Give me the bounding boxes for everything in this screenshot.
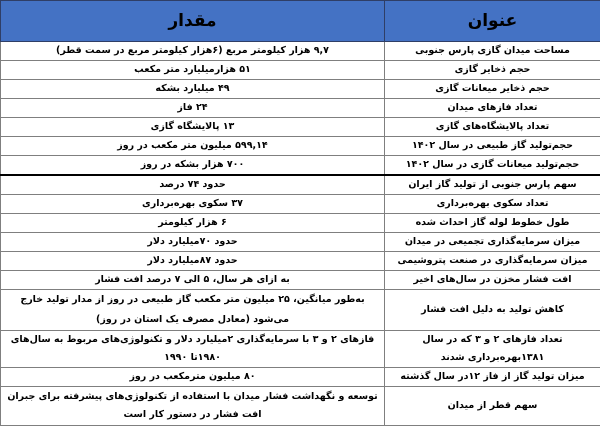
table-row: [1, 214, 600, 233]
row-title: تعداد پالایشگاه‌های گازی: [385, 118, 600, 137]
table-row: [1, 252, 600, 271]
table-row: [1, 137, 600, 156]
row-value: به ازای هر سال، ۵ الی ۷ درصد افت فشار: [1, 271, 385, 290]
row-value: ۲۴ فاز: [1, 99, 385, 118]
table-row: [1, 156, 600, 176]
row-title: حجم‌تولید گاز طبیعی در سال ۱۴۰۲: [385, 137, 600, 156]
row-value: توسعه و نگهداشت فشار میدان با استفاده از تکنولوژی‌های پیشرفته برای جبران افت فشار در دستور کار است: [1, 387, 385, 426]
row-title: تعداد فازهای ۲ و ۳ که در سال ۱۳۸۱بهره‌برداری شدند: [385, 331, 600, 368]
row-value: ۳۷ سکوی بهره‌برداری: [1, 195, 385, 214]
header-title: عنوان: [385, 1, 600, 42]
row-value: ۸۰ میلیون مترمکعب در روز: [1, 368, 385, 387]
table-row: [1, 233, 600, 252]
table-row: [1, 61, 600, 80]
table-row: [1, 99, 600, 118]
row-title: کاهش تولید به دلیل افت فشار: [385, 290, 600, 331]
row-value: به‌طور میانگین، ۲۵ میلیون متر مکعب گاز طبیعی در روز از مدار تولید خارج می‌شود (معادل مصرف یک استان در روز): [1, 290, 385, 331]
row-title: میزان سرمایه‌گذاری در صنعت پتروشیمی: [385, 252, 600, 271]
row-value: ۷۰۰ هزار بشکه در روز: [1, 156, 385, 176]
table-row: [1, 42, 600, 61]
row-value: حدود ۸۷میلیارد دلار: [1, 252, 385, 271]
table-row: [1, 290, 600, 331]
row-value: حدود ۷۰میلیارد دلار: [1, 233, 385, 252]
row-title: تعداد فازهای میدان: [385, 99, 600, 118]
row-value: ۵۹۹,۱۴ میلیون متر مکعب در روز: [1, 137, 385, 156]
row-title: میزان سرمایه‌گذاری تجمیعی در میدان: [385, 233, 600, 252]
table-row: [1, 195, 600, 214]
row-title: طول خطوط لوله گاز احداث شده: [385, 214, 600, 233]
table-row: [1, 331, 600, 368]
row-title: مساحت میدان گازی پارس جنوبی: [385, 42, 600, 61]
row-title: حجم ذخایر میعانات گازی: [385, 80, 600, 99]
row-title: میزان تولید گاز از فاز ۱۲در سال گذشته: [385, 368, 600, 387]
table-row: [1, 80, 600, 99]
table-row: [1, 118, 600, 137]
row-value: ۵۱ هزارمیلیارد متر مکعب: [1, 61, 385, 80]
table-row: [1, 271, 600, 290]
row-value: ۱۳ پالایشگاه گازی: [1, 118, 385, 137]
row-title: حجم‌تولید میعانات گازی در سال ۱۴۰۲: [385, 156, 600, 176]
row-value: حدود ۷۴ درصد: [1, 175, 385, 195]
row-title: افت فشار مخزن در سال‌های اخیر: [385, 271, 600, 290]
row-value: ۹,۷ هزار کیلومتر مربع (۶هزار کیلومتر مربع در سمت قطر): [1, 42, 385, 61]
row-value: ۴۹ میلیارد بشکه: [1, 80, 385, 99]
row-value: فازهای ۲ و ۳ با سرمایه‌گذاری ۲میلیارد دلار و تکنولوژی‌های مربوط به سال‌های ۱۹۸۰تا ۱۹۹۰: [1, 331, 385, 368]
row-value: ۶ هزار کیلومتر: [1, 214, 385, 233]
row-title: تعداد سکوی بهره‌برداری: [385, 195, 600, 214]
table-row: [1, 387, 600, 426]
row-title: سهم قطر از میدان: [385, 387, 600, 426]
header-row: [1, 1, 600, 42]
table-row: [1, 368, 600, 387]
header-value: مقدار: [1, 1, 385, 42]
table-row: [1, 175, 600, 195]
row-title: سهم پارس جنوبی از تولید گاز ایران: [385, 175, 600, 195]
row-title: حجم ذخایر گازی: [385, 61, 600, 80]
